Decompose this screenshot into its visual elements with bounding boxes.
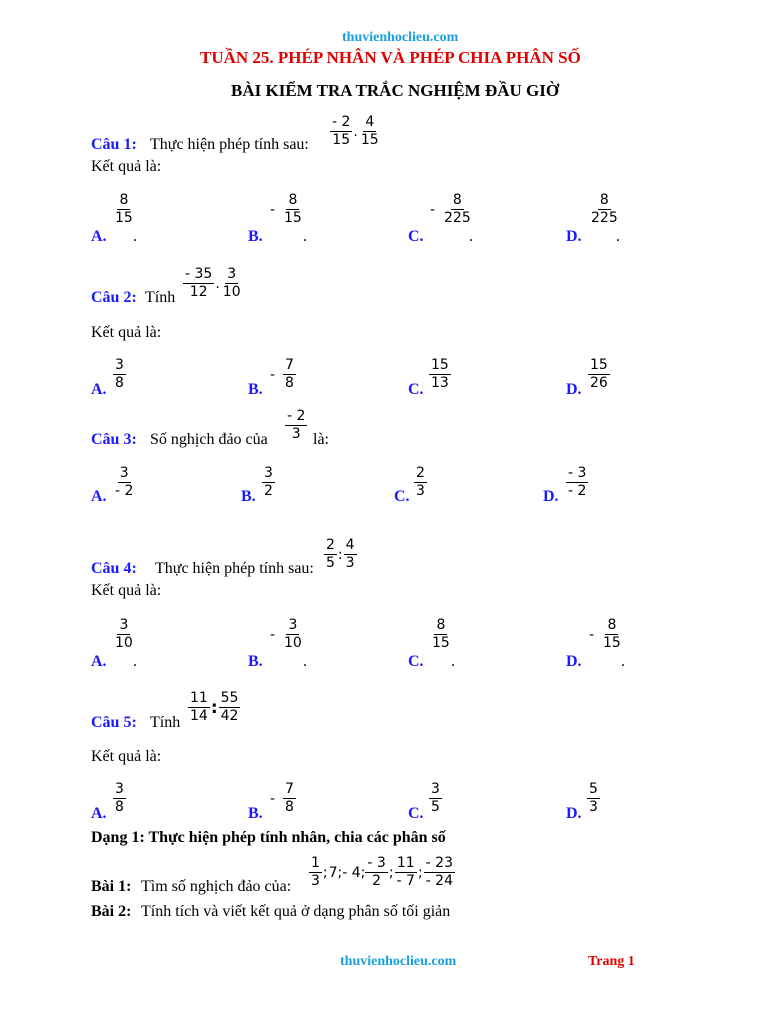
- q2-label: Câu 2:: [91, 289, 137, 306]
- q4-option-c-letter: C.: [408, 653, 424, 670]
- bai1-fraction-3: $\frac{11}{- 7}$: [396, 855, 415, 889]
- q3-text: Số nghịch đảo của: [150, 431, 268, 448]
- q3-suffix: là:: [313, 431, 329, 448]
- q1-expr-fraction-a: $\frac{- 2}{15}$: [332, 114, 351, 148]
- page-title: TUẦN 25. PHÉP NHÂN VÀ PHÉP CHIA PHÂN SỐ: [200, 48, 581, 67]
- q1-option-d-letter: D.: [566, 228, 582, 245]
- q2-result-label: Kết quả là:: [91, 324, 162, 341]
- q4-expression: [324, 537, 357, 572]
- q2-expr-fraction-b: $\frac{3}{10}$: [222, 266, 241, 300]
- q5-option-d-fraction: $\frac{5}{3}$: [589, 781, 598, 815]
- q1-option-c-letter: C.: [408, 228, 424, 245]
- q3-option-c-letter: C.: [394, 488, 410, 505]
- q4-option-c-fraction: $\frac{8}{15}$: [432, 617, 450, 651]
- q2-option-b-fraction: $\frac{7}{8}$: [285, 357, 294, 391]
- q5-label: Câu 5:: [91, 714, 137, 731]
- q4-text: Thực hiện phép tính sau:: [155, 560, 314, 577]
- bai2-text: Tính tích và viết kết quả ở dạng phân số tối giản: [141, 903, 451, 920]
- bai1-fraction-4: $\frac{- 23}{- 24}$: [425, 855, 453, 889]
- q1-option-b-letter: B.: [248, 228, 263, 245]
- q5-option-b-letter: B.: [248, 805, 263, 822]
- q1-option-b-sign: -: [270, 202, 276, 218]
- q4-option-c-dot: .: [451, 653, 455, 670]
- q5-expression: [188, 690, 240, 725]
- q4-option-b-sign: -: [270, 627, 276, 643]
- q3-option-d-fraction: $\frac{- 3}{- 2}$: [568, 465, 587, 499]
- q1-option-c-sign: -: [430, 202, 436, 218]
- q3-option-c-fraction: $\frac{2}{3}$: [416, 465, 425, 499]
- q2-option-b-letter: B.: [248, 381, 263, 398]
- q5-expr-fraction-a: $\frac{11}{14}$: [190, 690, 208, 724]
- q4-option-b-letter: B.: [248, 653, 263, 670]
- bai1-integers: 7;- 4;: [328, 864, 366, 881]
- footer-page-number: Trang 1: [588, 954, 635, 969]
- q2-option-a-letter: A.: [91, 381, 107, 398]
- bai1-separator: ;: [388, 864, 394, 881]
- q4-option-d-fraction: $\frac{8}{15}$: [603, 617, 621, 651]
- q4-result-label: Kết quả là:: [91, 582, 162, 599]
- q3-label: Câu 3:: [91, 431, 137, 448]
- q2-option-b-sign: -: [270, 367, 276, 383]
- bai1-text: Tìm số nghịch đảo của:: [141, 878, 292, 895]
- q1-text: Thực hiện phép tính sau:: [150, 136, 309, 153]
- q1-option-b-dot: .: [303, 228, 307, 245]
- q1-expression: [330, 114, 381, 149]
- q2-option-c-fraction: $\frac{15}{13}$: [431, 357, 449, 391]
- q1-option-c-dot: .: [469, 228, 473, 245]
- q2-option-d-letter: D.: [566, 381, 582, 398]
- q5-text: Tính: [150, 714, 181, 731]
- q3-option-b-fraction: $\frac{3}{2}$: [264, 465, 273, 499]
- q1-option-c-fraction: $\frac{8}{225}$: [444, 192, 471, 226]
- q2-expr-operator: .: [215, 275, 220, 292]
- q3-option-a-fraction: $\frac{3}{- 2}$: [115, 465, 134, 499]
- q5-expr-fraction-b: $\frac{55}{42}$: [220, 690, 239, 724]
- q1-expr-operator: .: [353, 123, 358, 140]
- q1-result-label: Kết quả là:: [91, 158, 162, 175]
- q4-option-d-dot: .: [621, 653, 625, 670]
- q3-option-d-letter: D.: [543, 488, 559, 505]
- q1-expr-fraction-b: $\frac{4}{15}$: [360, 114, 379, 148]
- bai1-separator: ;: [417, 864, 423, 881]
- q1-option-a-dot: .: [133, 228, 137, 245]
- q5-option-c-fraction: $\frac{3}{5}$: [431, 781, 440, 815]
- q2-expression: [183, 266, 243, 301]
- q4-option-a-letter: A.: [91, 653, 107, 670]
- q1-option-d-fraction: $\frac{8}{225}$: [591, 192, 618, 226]
- q4-option-b-dot: .: [303, 653, 307, 670]
- q5-option-c-letter: C.: [408, 805, 424, 822]
- q5-expr-operator: :: [210, 697, 218, 718]
- q2-text: Tính: [145, 289, 176, 306]
- dang1-heading: Dạng 1: Thực hiện phép tính nhân, chia các phân số: [91, 829, 446, 846]
- q2-option-a-fraction: $\frac{3}{8}$: [115, 357, 124, 391]
- q3-expr-fraction: $\frac{- 2}{3}$: [287, 408, 306, 442]
- q1-label: Câu 1:: [91, 136, 137, 153]
- page-subtitle: BÀI KIỂM TRA TRẮC NGHIỆM ĐẦU GIỜ: [231, 81, 560, 100]
- q5-option-a-fraction: $\frac{3}{8}$: [115, 781, 124, 815]
- q4-expr-operator: :: [337, 546, 343, 563]
- bai1-fraction-list: [309, 855, 455, 890]
- bai2-label: Bài 2:: [91, 903, 132, 920]
- q1-option-b-fraction: $\frac{8}{15}$: [284, 192, 302, 226]
- q4-option-a-fraction: $\frac{3}{10}$: [115, 617, 133, 651]
- header-site: thuvienhoclieu.com: [342, 30, 459, 45]
- q5-option-b-sign: -: [270, 791, 276, 807]
- q4-expr-fraction-b: $\frac{4}{3}$: [345, 537, 355, 571]
- q5-result-label: Kết quả là:: [91, 748, 162, 765]
- q4-expr-fraction-a: $\frac{2}{5}$: [326, 537, 335, 571]
- q1-option-d-dot: .: [616, 228, 620, 245]
- q4-option-d-letter: D.: [566, 653, 582, 670]
- q2-expr-fraction-a: $\frac{- 35}{12}$: [185, 266, 213, 300]
- q3-option-a-letter: A.: [91, 488, 107, 505]
- bai1-fraction-2: $\frac{- 3}{2}$: [367, 855, 386, 889]
- q5-option-a-letter: A.: [91, 805, 107, 822]
- q1-option-a-fraction: $\frac{8}{15}$: [115, 192, 133, 226]
- footer-site: thuvienhoclieu.com: [340, 954, 457, 969]
- q2-option-c-letter: C.: [408, 381, 424, 398]
- q2-option-d-fraction: $\frac{15}{26}$: [590, 357, 608, 391]
- bai1-separator: ;: [322, 864, 328, 881]
- bai1-label: Bài 1:: [91, 878, 132, 895]
- q4-option-d-sign: -: [589, 627, 595, 643]
- q1-option-a-letter: A.: [91, 228, 107, 245]
- q4-label: Câu 4:: [91, 560, 137, 577]
- q4-option-a-dot: .: [133, 653, 137, 670]
- q5-option-d-letter: D.: [566, 805, 582, 822]
- q5-option-b-fraction: $\frac{7}{8}$: [285, 781, 294, 815]
- q3-option-b-letter: B.: [241, 488, 256, 505]
- bai1-fraction-1: $\frac{1}{3}$: [311, 855, 320, 889]
- q4-option-b-fraction: $\frac{3}{10}$: [284, 617, 302, 651]
